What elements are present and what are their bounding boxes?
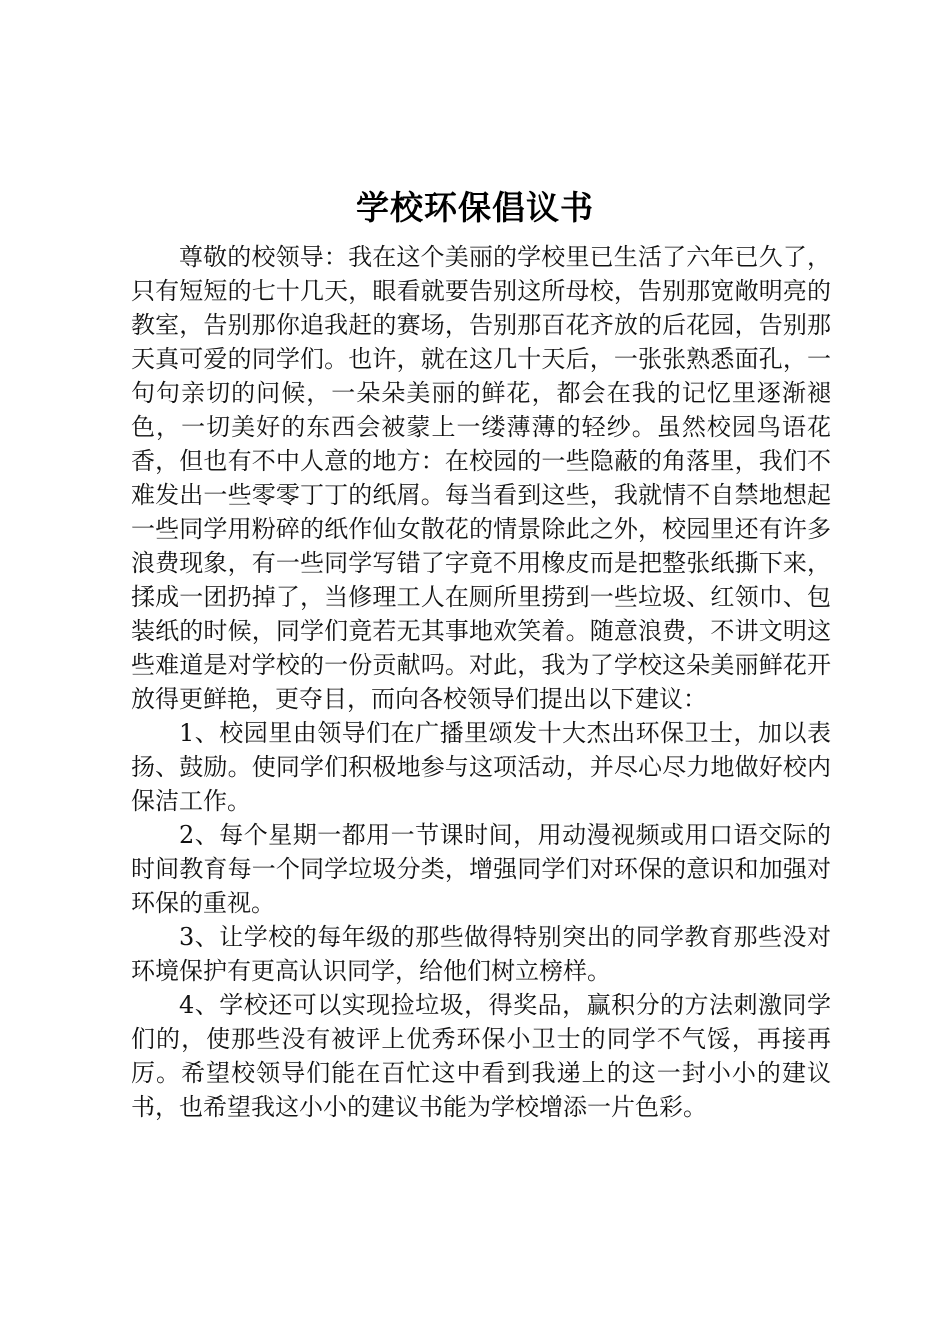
paragraph-suggestion-3: 3、让学校的每年级的那些做得特别突出的同学教育那些没对环境保护有更高认识同学，给他们树立榜样。 bbox=[131, 923, 831, 985]
paragraph-suggestion-1: 1、校园里由领导们在广播里颂发十大杰出环保卫士，加以表扬、鼓励。使同学们积极地参与这项活动，并尽心尽力地做好校内保洁工作。 bbox=[131, 719, 831, 815]
document-title: 学校环保倡议书 bbox=[356, 188, 594, 227]
document-body bbox=[131, 240, 831, 1124]
paragraph-suggestion-4: 4、学校还可以实现捡垃圾，得奖品，赢积分的方法刺激同学们的，使那些没有被评上优秀环保小卫士的同学不气馁，再接再厉。希望校领导们能在百忙这中看到我递上的这一封小小的建议书，也希望我这小小的建议书能为学校增添一片色彩。 bbox=[131, 991, 831, 1121]
paragraph-suggestion-2: 2、每个星期一都用一节课时间，用动漫视频或用口语交际的时间教育每一个同学垃圾分类，增强同学们对环保的意识和加强对环保的重视。 bbox=[131, 821, 831, 917]
paragraph-intro: 尊敬的校领导：我在这个美丽的学校里已生活了六年已久了，只有短短的七十几天，眼看就要告别这所母校，告别那宽敞明亮的教室，告别那你追我赶的赛场，告别那百花齐放的后花园，告别那天真可爱的同学们。也许，就在这几十天后，一张张熟悉面孔，一句句亲切的问候，一朵朵美丽的鲜花，都会在我的记忆里逐渐褪色，一切美好的东西会被蒙上一缕薄薄的轻纱。虽然校园鸟语花香，但也有不中人意的地方：在校园的一些隐蔽的角落里，我们不难发出一些零零丁丁的纸屑。每当看到这些，我就情不自禁地想起一些同学用粉碎的纸作仙女散花的情景除此之外，校园里还有许多浪费现象，有一些同学写错了字竟不用橡皮而是把整张纸撕下来，揉成一团扔掉了，当修理工人在厕所里捞到一些垃圾、红领巾、包装纸的时候，同学们竟若无其事地欢笑着。随意浪费，不讲文明这些难道是对学校的一份贡献吗。对此，我为了学校这朵美丽鲜花开放得更鲜艳，更夺目，而向各校领导们提出以下建议： bbox=[131, 243, 831, 713]
